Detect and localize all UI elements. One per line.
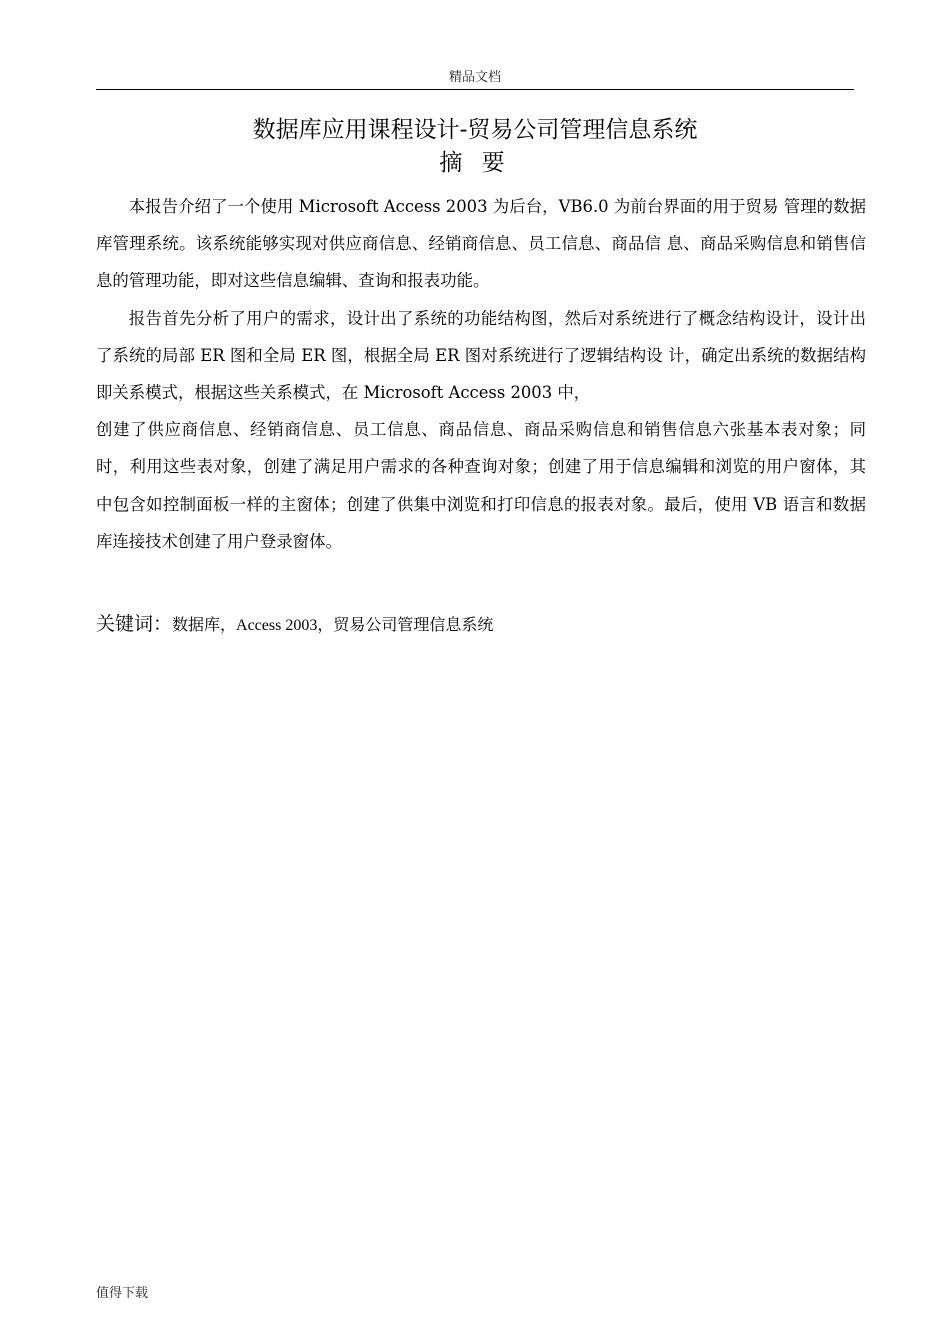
abstract-heading: 摘 要	[439, 150, 511, 176]
keywords-value: 数据库，Access 2003，贸易公司管理信息系统	[172, 617, 494, 634]
abstract-paragraph-2: 报告首先分析了用户的需求，设计出了系统的功能结构图，然后对系统进行了概念结构设计，设计出了系统的局部 ER 图和全局 ER 图，根据全局 ER 图对系统进行了逻辑结构设 计，确定出系统的数据结构即关系模式，根据这些关系模式，在 Microsoft Access 2003 中，	[96, 308, 866, 403]
abstract-paragraph-1: 本报告介绍了一个使用 Microsoft Access 2003 为后台，VB6.0 为前台界面的用于贸易 管理的数据库管理系统。该系统能够实现对供应商信息、经销商信息、员工信息、商品信 息、商品采购信息和销售信息的管理功能，即对这些信息编辑、查询和报表功能。	[96, 197, 866, 291]
header-divider	[96, 89, 854, 90]
abstract-paragraph-3: 创建了供应商信息、经销商信息、员工信息、商品信息、商品采购信息和销售信息六张基本表对象；同时，利用这些表对象，创建了满足用户需求的各种查询对象；创建了用于信息编辑和浏览的用户窗体，其中包含如控制面板一样的主窗体；创建了供集中浏览和打印信息的报表对象。最后，使用 VB 语言和数据库连接技术创建了用户登录窗体。	[96, 420, 866, 551]
keywords-line	[96, 610, 866, 641]
page-header: 精品文档	[448, 70, 501, 85]
page-footer: 值得下载	[96, 1286, 149, 1301]
document-title: 数据库应用课程设计-贸易公司管理信息系统	[252, 117, 698, 143]
abstract-body	[96, 188, 866, 560]
keywords-label: 关键词：	[96, 614, 173, 635]
